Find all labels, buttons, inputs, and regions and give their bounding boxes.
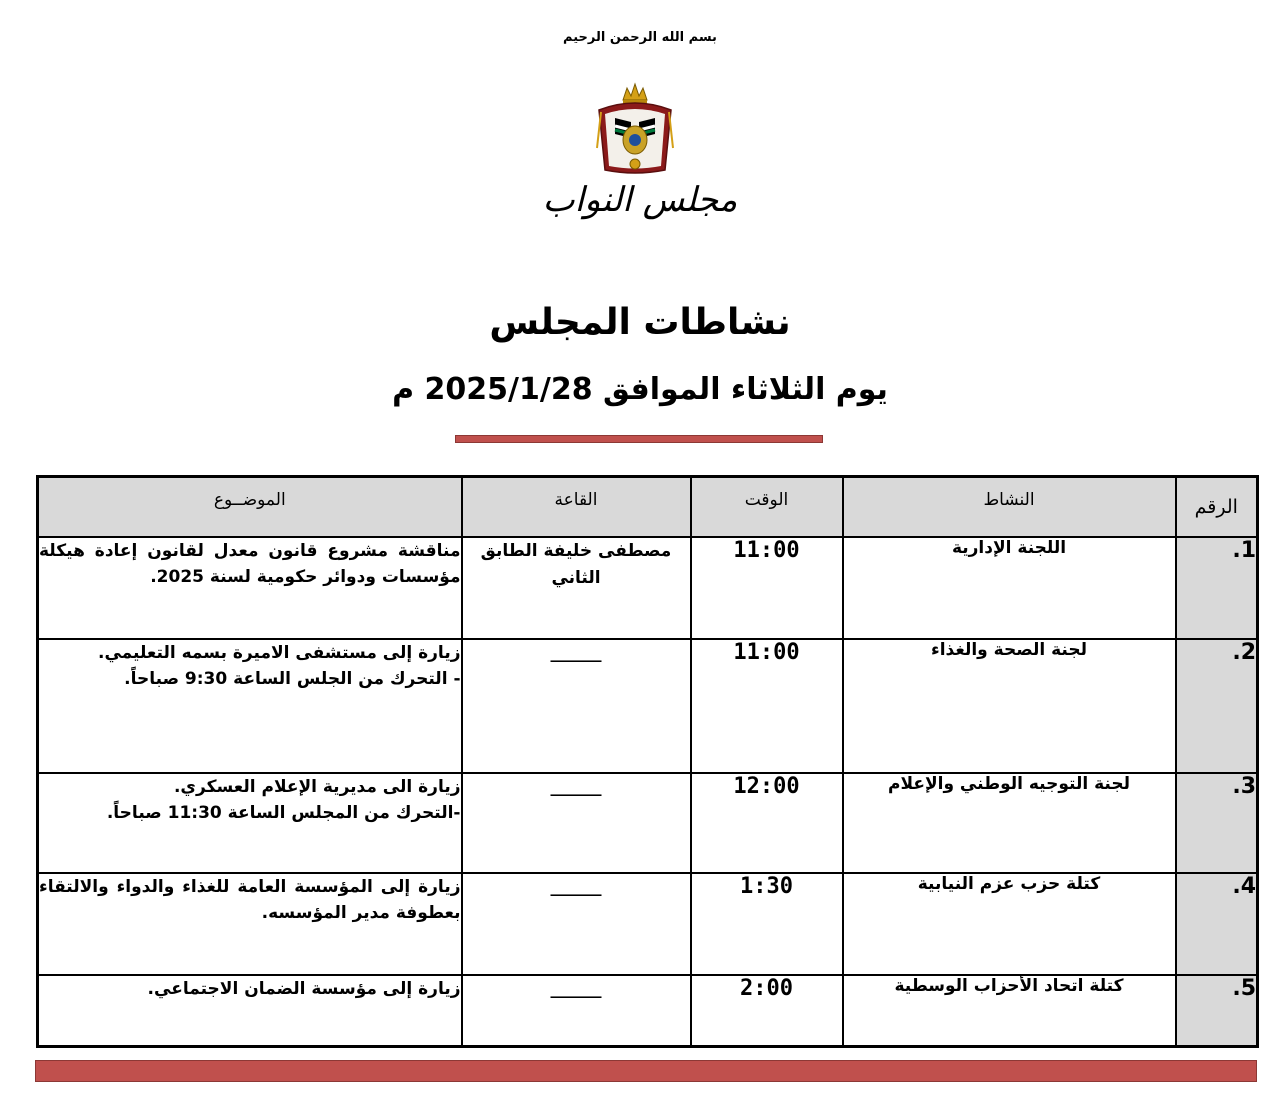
row-time: 2:00 [691, 975, 843, 1047]
row-activity: كتلة اتحاد الأحزاب الوسطية [843, 975, 1176, 1047]
row-activity: لجنة التوجيه الوطني والإعلام [843, 773, 1176, 873]
row-number: 2. [1176, 639, 1258, 773]
row-subject-main: زيارة الى مديرية الإعلام العسكري. [173, 776, 461, 797]
row-number: 3. [1176, 773, 1258, 873]
row-subject-note: -التحرك من المجلس الساعة 11:30 صباحاً. [106, 802, 461, 823]
row-activity: كتلة حزب عزم النيابية [843, 873, 1176, 975]
row-time: 12:00 [691, 773, 843, 873]
row-hall: ______ [462, 873, 691, 975]
row-subject: زيارة إلى مؤسسة الضمان الاجتماعي. [38, 975, 462, 1047]
page-subtitle-date: يوم الثلاثاء الموافق 2025/1/28 م [392, 372, 888, 407]
row-hall: ______ [462, 773, 691, 873]
row-subject [38, 639, 462, 773]
row-time: 11:00 [691, 537, 843, 639]
table-header-row [38, 477, 1258, 537]
column-header-activity: النشاط [843, 477, 1176, 537]
table-row [38, 639, 1258, 773]
coat-of-arms-emblem [585, 78, 685, 178]
table-row [38, 537, 1258, 639]
table-row [38, 873, 1258, 975]
row-number: 4. [1176, 873, 1258, 975]
row-subject: مناقشة مشروع قانون معدل لقانون إعادة هيكلة مؤسسات ودوائر حكومية لسنة 2025. [38, 537, 462, 639]
basmala: بسم الله الرحمن الرحيم [563, 30, 717, 45]
row-hall: ______ [462, 639, 691, 773]
row-hall: مصطفى خليفة الطابق الثاني [462, 537, 691, 639]
column-header-number: الرقم [1176, 477, 1258, 537]
parliament-name-logotype: مجلس النواب [542, 180, 738, 220]
row-activity: لجنة الصحة والغذاء [843, 639, 1176, 773]
row-number: 1. [1176, 537, 1258, 639]
row-time: 11:00 [691, 639, 843, 773]
column-header-time: الوقت [691, 477, 843, 537]
row-time: 1:30 [691, 873, 843, 975]
row-subject [38, 773, 462, 873]
title-underline-bar [455, 435, 823, 443]
activities-table [36, 475, 1259, 1048]
row-subject-note: - التحرك من الجلس الساعة 9:30 صباحاً. [124, 668, 461, 689]
row-subject: زيارة إلى المؤسسة العامة للغذاء والدواء والالتقاء بعطوفة مدير المؤسسه. [38, 873, 462, 975]
row-hall: ______ [462, 975, 691, 1047]
page-title: نشاطات المجلس [489, 302, 791, 343]
row-subject-main: زيارة إلى مستشفى الاميرة بسمه التعليمي. [97, 642, 461, 663]
row-activity: اللجنة الإدارية [843, 537, 1176, 639]
table-row [38, 975, 1258, 1047]
footer-bar [35, 1060, 1257, 1082]
column-header-hall: القاعة [462, 477, 691, 537]
column-header-subject: الموضــوع [38, 477, 462, 537]
table-row [38, 773, 1258, 873]
row-number: 5. [1176, 975, 1258, 1047]
